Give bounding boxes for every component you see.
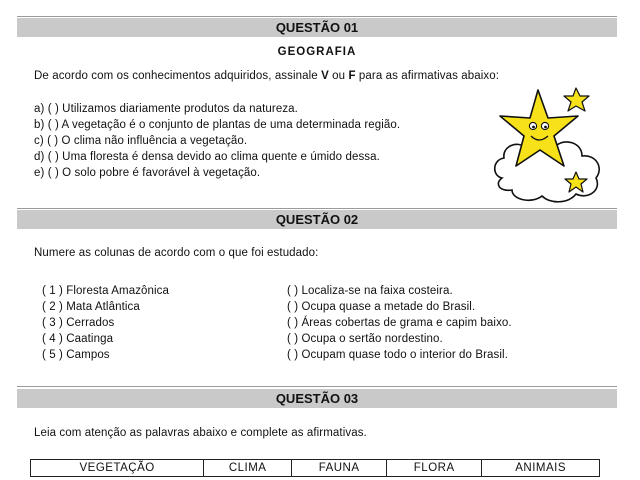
column-b-item-5: ( ) Ocupam quase todo o interior do Brasil. bbox=[287, 349, 508, 361]
word-cell: ANIMAIS bbox=[482, 460, 600, 477]
question-03-header: QUESTÃO 03 bbox=[17, 389, 617, 408]
separator-line bbox=[17, 16, 617, 17]
statement-b: b) ( ) A vegetação é o conjunto de plantas de uma determinada região. bbox=[34, 119, 401, 131]
instruction-text: De acordo com os conhecimentos adquiridos, assinale bbox=[34, 70, 322, 82]
star-cloud-illustration bbox=[490, 86, 610, 204]
column-a-item-2: ( 2 ) Mata Atlântica bbox=[42, 301, 140, 313]
statement-d: d) ( ) Uma floresta é densa devido ao clima quente e úmido dessa. bbox=[34, 151, 380, 163]
statement-c: c) ( ) O clima não influência a vegetação. bbox=[34, 135, 248, 147]
column-b-item-4: ( ) Ocupa o sertão nordestino. bbox=[287, 333, 443, 345]
word-bank-table bbox=[30, 459, 600, 477]
column-b-item-3: ( ) Áreas cobertas de grama e capim baixo. bbox=[287, 317, 512, 329]
false-marker: F bbox=[348, 70, 356, 82]
column-a-item-1: ( 1 ) Floresta Amazônica bbox=[42, 285, 170, 297]
word-cell: FAUNA bbox=[292, 460, 387, 477]
column-a-item-5: ( 5 ) Campos bbox=[42, 349, 110, 361]
column-a-item-3: ( 3 ) Cerrados bbox=[42, 317, 115, 329]
true-marker: V bbox=[321, 70, 329, 82]
question-02-instruction: Numere as colunas de acordo com o que foi estudado: bbox=[34, 247, 319, 259]
subject-title: GEOGRAFIA bbox=[277, 46, 357, 58]
word-cell: CLIMA bbox=[204, 460, 292, 477]
small-star-icon bbox=[564, 88, 589, 111]
statement-e: e) ( ) O solo pobre é favorável à vegetação. bbox=[34, 167, 261, 179]
separator-line bbox=[17, 208, 617, 209]
column-b-item-1: ( ) Localiza-se na faixa costeira. bbox=[287, 285, 453, 297]
word-cell: FLORA bbox=[387, 460, 482, 477]
column-a-item-4: ( 4 ) Caatinga bbox=[42, 333, 114, 345]
instruction-text: para as afirmativas abaixo: bbox=[355, 70, 500, 82]
statement-a: a) ( ) Utilizamos diariamente produtos da natureza. bbox=[34, 103, 298, 115]
question-02-header: QUESTÃO 02 bbox=[17, 210, 617, 229]
column-b-item-2: ( ) Ocupa quase a metade do Brasil. bbox=[287, 301, 476, 313]
word-cell: VEGETAÇÃO bbox=[31, 460, 204, 477]
question-01-header: QUESTÃO 01 bbox=[17, 18, 617, 37]
question-03-instruction: Leia com atenção as palavras abaixo e complete as afirmativas. bbox=[34, 427, 367, 439]
separator-line bbox=[17, 386, 617, 387]
instruction-text: ou bbox=[328, 70, 349, 82]
question-01-instruction bbox=[34, 70, 499, 82]
table-row bbox=[31, 460, 600, 477]
